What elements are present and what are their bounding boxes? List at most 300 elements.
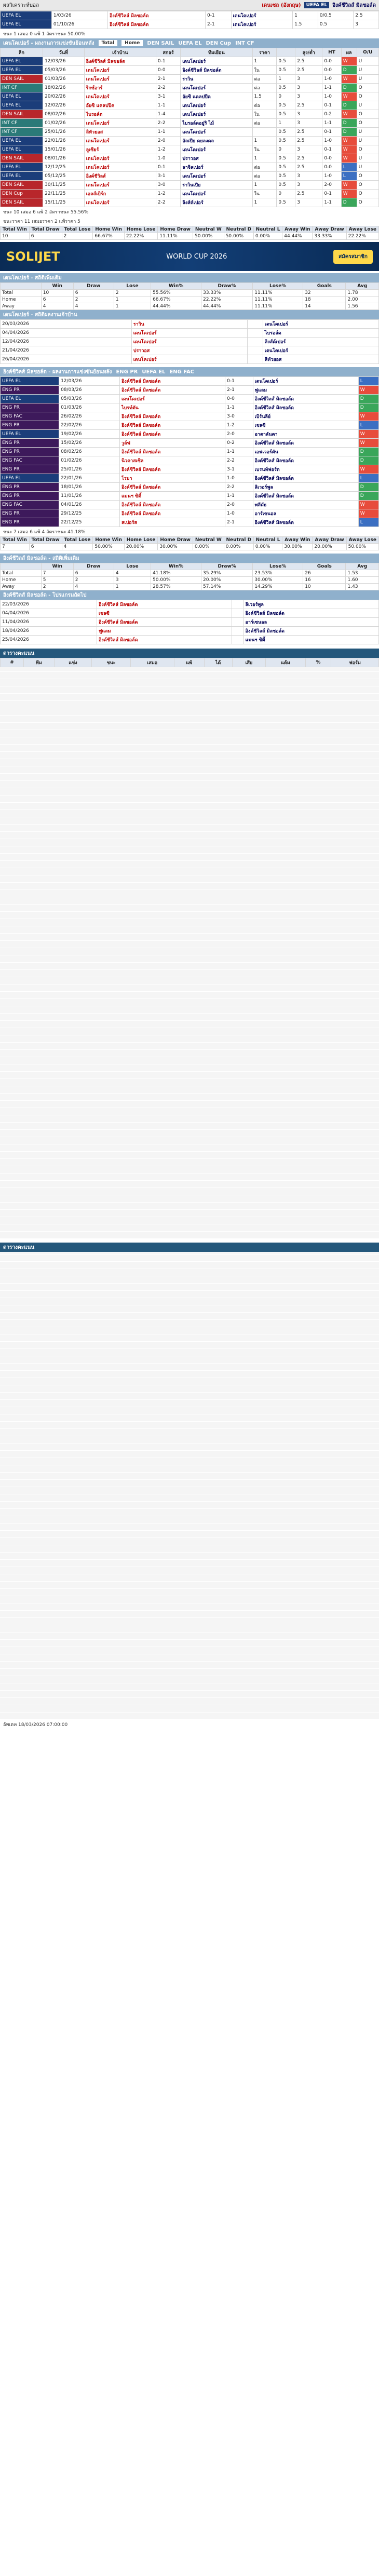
away-cell[interactable]: อิงค์ชีวิลส์ มิลชอล์ด (253, 492, 358, 501)
filter-int-cf[interactable]: INT CF (235, 40, 254, 46)
filter-den-cup[interactable]: DEN Cup (206, 40, 232, 46)
away-cell[interactable]: เดนโคเปอร์ (181, 128, 252, 137)
league-cell[interactable]: ENG FAC (1, 456, 59, 465)
away-cell[interactable]: อาร์เซนอล (253, 509, 358, 518)
handicap-cell: 0.5 (277, 163, 295, 172)
odds-cell: ใน (252, 66, 277, 75)
league-cell[interactable]: ENG PR (1, 509, 59, 518)
result-cell: W (341, 145, 357, 154)
stat-cell: 2 (62, 233, 93, 240)
date-cell: 22/11/25 (43, 190, 85, 198)
table-row (1, 290, 379, 296)
away-cell[interactable]: แมนฯ ซิตี้ (243, 636, 378, 644)
score-cell[interactable]: 1-1 (225, 403, 253, 412)
score-cell[interactable]: 3-0 (156, 181, 180, 190)
stat-cell: 0.00% (253, 544, 282, 550)
league-cell[interactable]: UEFA EL (1, 430, 59, 439)
away-cell[interactable]: เบรนท์ฟอร์ด (253, 465, 358, 474)
stat-cell: 2.00 (346, 296, 379, 303)
away-cell[interactable]: พลีมัธ (253, 501, 358, 509)
home-cell[interactable]: อิงค์ชีวิลส์ มิลชอล์ด (119, 430, 225, 439)
score-cell[interactable]: 1-2 (156, 145, 180, 154)
col-header: Away Lose (346, 537, 378, 544)
league-badge[interactable]: UEFA EL (304, 2, 330, 8)
away-cell[interactable]: อิงค์ชีวิลส์ มิลชอล์ด (243, 627, 378, 636)
score-cell[interactable]: 2-1 (156, 75, 180, 84)
score-cell[interactable]: 0-1 (156, 57, 180, 66)
col-header: # (1, 658, 24, 667)
away-cell[interactable]: ราวินเปีย (181, 181, 252, 190)
score-cell[interactable]: 0-1 (225, 377, 253, 386)
away-cell[interactable]: ลิงส์ค์เปอร์ (181, 198, 252, 207)
table-row (1, 57, 379, 66)
result-cell: W (358, 509, 378, 518)
table-row (1, 570, 379, 577)
home-cell[interactable]: อิงค์ชีวิลส์ มิลชอล์ด (119, 509, 225, 518)
banner-cta-button[interactable]: สมัครสมาชิก (333, 250, 373, 264)
score-cell[interactable]: 2-0 (225, 430, 253, 439)
handicap-cell: 0.5 (277, 181, 295, 190)
score-cell[interactable]: 3-1 (156, 172, 180, 181)
result-cell: W (358, 430, 378, 439)
date-cell: 01/10/26 (51, 20, 107, 29)
league-cell[interactable]: UEFA EL (1, 101, 43, 110)
date-cell: 08/01/26 (43, 154, 85, 163)
home-cell[interactable]: เดนโคเปอร์ (84, 163, 156, 172)
stat-cell: 41.18% (151, 570, 201, 577)
home-cell[interactable]: อิงค์ชีวิลส์ มิลชอล์ด (119, 448, 225, 456)
away-cell[interactable]: ฟูแลม (253, 386, 358, 395)
date-cell: 08/03/26 (59, 386, 120, 395)
table-row (1, 448, 379, 456)
home-cell[interactable]: ริกซ์อาร์ (84, 84, 156, 92)
league-cell[interactable]: UEFA EL (1, 20, 52, 29)
league-cell[interactable]: ENG PR (1, 448, 59, 456)
home-cell[interactable]: แมนฯ ซิตี้ (119, 492, 225, 501)
home-cell[interactable]: อิงค์ชีวิลส์ มิลชอล์ด (119, 377, 225, 386)
score-cell[interactable]: 1-1 (156, 101, 180, 110)
score-cell[interactable]: 2-1 (225, 518, 253, 527)
ad-banner[interactable] (0, 242, 379, 271)
home-cell[interactable]: เชลซี (97, 609, 232, 618)
col-header: แพ้ (174, 658, 204, 667)
score-cell[interactable]: 2-0 (225, 501, 253, 509)
col-header: Home Draw (158, 226, 193, 233)
away-cell[interactable]: เชลซี (253, 421, 358, 430)
away-cell[interactable]: อิงค์ชีวิลส์ มิลชอล์ด (253, 439, 358, 448)
away-cell[interactable]: อิงค์ชีวิลส์ มิลชอล์ด (253, 456, 358, 465)
table-row (1, 584, 379, 590)
score-cell[interactable]: 0-0 (225, 395, 253, 403)
col-header: Away Draw (313, 537, 346, 544)
stat-cell: 30.00% (158, 544, 193, 550)
league-cell[interactable]: ENG PR (1, 403, 59, 412)
league-cell[interactable]: INT CF (1, 119, 43, 128)
score-cell[interactable]: 3-1 (225, 465, 253, 474)
league-cell[interactable]: UEFA EL (1, 395, 59, 403)
league-cell[interactable]: ENG PR (1, 386, 59, 395)
home-cell[interactable]: อิงค์ชีวิลส์ มิลชอล์ด (97, 636, 232, 644)
col-header: Total Lose (62, 226, 93, 233)
home-cell[interactable]: เดนโคเปอร์ (84, 75, 156, 84)
score-cell[interactable]: 0-2 (225, 439, 253, 448)
date-cell: 22/01/26 (43, 137, 85, 145)
stat-cell: 1.60 (346, 577, 379, 584)
table-row (1, 509, 379, 518)
away-team-name[interactable]: อิงค์ชีวิลส์ มิลชอล์ด (332, 2, 376, 8)
result-cell: W (341, 110, 357, 119)
result-cell: D (358, 403, 378, 412)
away-cell[interactable]: อาร์เซนอล (243, 618, 378, 627)
league-cell[interactable]: INT CF (1, 84, 43, 92)
home-cell[interactable]: อิงค์ชีวิลส์ มิลชอล์ด (84, 57, 156, 66)
score-cell[interactable]: 0-1 (156, 163, 180, 172)
score-cell[interactable]: 1-0 (225, 509, 253, 518)
stat-cell: 10 (1, 233, 30, 240)
table-row (1, 190, 379, 198)
result-cell: W (358, 465, 378, 474)
score-cell[interactable]: 1-2 (156, 190, 180, 198)
stat-cell: 11.11% (253, 303, 303, 310)
score-cell[interactable]: 2-1 (225, 386, 253, 395)
stats-line-2: ชนะราคา 11 เสมอราคา 2 แพ้ราคา 5 (3, 219, 80, 224)
top-matches-table (0, 11, 379, 29)
away-cell[interactable]: เบิร์นลีย์ (253, 412, 358, 421)
score-cell[interactable]: 0-1 (206, 11, 232, 20)
home-team-name[interactable]: เดนเซล (อังกฤษ) (262, 2, 301, 8)
away-cell[interactable]: เดนโคเปอร์ (263, 320, 378, 329)
stat-cell: 28.57% (151, 584, 201, 590)
league-cell[interactable]: UEFA EL (1, 66, 43, 75)
date-cell: 04/04/2026 (1, 329, 132, 338)
ht-cell: 0-0 (322, 66, 341, 75)
away-cell[interactable]: ไบรอล์ดอยู่ริ ไม้ (181, 119, 252, 128)
filter-uefa-el[interactable]: UEFA EL (178, 40, 202, 46)
away-cell[interactable]: อิงค์ชีวิลส์ มิลชอล์ด (243, 609, 378, 618)
home-cell[interactable]: อัยซิ แคลปปีค (84, 101, 156, 110)
odds-cell: ต่อ (252, 119, 277, 128)
stat-cell: 50.00% (151, 577, 201, 584)
table-row (1, 465, 379, 474)
col-header: O/U (357, 48, 378, 57)
league-cell[interactable]: DEN Cup (1, 190, 43, 198)
away-cell[interactable]: ไบรอล์ด (263, 329, 378, 338)
totals-table (0, 226, 379, 240)
table-row (1, 577, 379, 584)
home-cell[interactable]: เดนโคเปอร์ (84, 119, 156, 128)
date-cell: 26/02/26 (59, 412, 120, 421)
home-cell[interactable]: ไบรท์ตัน (119, 403, 225, 412)
home-cell[interactable]: สเปอร์ส (119, 518, 225, 527)
ht-cell: 1-1 (322, 198, 341, 207)
ou-cell: 3 (295, 181, 322, 190)
home-cell[interactable]: ไบรอล์ด (84, 110, 156, 119)
table-row (1, 456, 379, 465)
stat-cell: 66.67% (151, 296, 201, 303)
away-cell[interactable]: ลิเวอร์พูล (253, 483, 358, 492)
home-cell[interactable]: ฟูแลม (97, 627, 232, 636)
away-cell[interactable]: ลิทัวยอส (263, 355, 378, 364)
table-row (1, 439, 379, 448)
home-cell[interactable]: อิงค์ชีวิลส์ มิลชอล์ด (108, 11, 206, 20)
date-cell: 05/03/26 (59, 395, 120, 403)
filter-eng-fac[interactable]: ENG FAC (169, 369, 195, 375)
league-cell[interactable]: INT CF (1, 128, 43, 137)
home-cell[interactable]: อิงค์ชีวิลส์ (84, 172, 156, 181)
col-header: Lose% (253, 563, 303, 570)
home-cell[interactable]: อิงค์ชีวิลส์ มิลชอล์ด (119, 421, 225, 430)
league-cell[interactable]: DEN SAIL (1, 110, 43, 119)
away-cell[interactable]: ลิงส์ค์เปอร์ (263, 338, 378, 346)
away-cell[interactable]: เดนโคเปอร์ (231, 20, 293, 29)
league-cell[interactable]: DEN SAIL (1, 154, 43, 163)
stat-cell: 14.29% (253, 584, 303, 590)
league-cell[interactable]: ENG PR (1, 483, 59, 492)
ou-cell: 2.5 (295, 137, 322, 145)
col-header: Home Win (93, 226, 124, 233)
away-cell[interactable]: เดนโคเปอร์ (181, 172, 252, 181)
stat-cell: 20.00% (124, 544, 158, 550)
score-cell[interactable]: 2-2 (156, 198, 180, 207)
home-cell[interactable]: เดนโคเปอร์ (131, 338, 247, 346)
league-cell[interactable]: ENG PR (1, 465, 59, 474)
table-row (1, 329, 379, 338)
ht-cell: 1-0 (322, 137, 341, 145)
handicap-cell: 0 (277, 145, 295, 154)
stat-cell: Home (1, 577, 42, 584)
home-cell[interactable]: อิงค์ชีวิลส์ มิลชอล์ด (119, 386, 225, 395)
score-cell[interactable]: 1-0 (225, 474, 253, 483)
home-cell[interactable]: อิงค์ชีวิลส์ มิลชอล์ด (119, 412, 225, 421)
league-cell[interactable]: UEFA EL (1, 145, 43, 154)
col-header: Draw (73, 283, 114, 290)
ou-cell: 3 (295, 110, 322, 119)
stat-cell: 10 (303, 584, 346, 590)
standings-title: ตารางคะแนน (3, 1244, 35, 1250)
stats-line-1: ชนะ 7 เสมอ 6 แพ้ 4 อัตราชนะ 41.18% (3, 530, 86, 535)
home-cell[interactable]: อิงค์ชีวิลส์ มิลชอล์ด (119, 501, 225, 509)
score-cell[interactable]: 1-1 (225, 448, 253, 456)
filter-den-sail[interactable]: DEN SAIL (147, 40, 174, 46)
league-cell[interactable]: UEFA EL (1, 172, 43, 181)
score-cell[interactable]: 2-2 (225, 483, 253, 492)
stat-cell: 33.33% (201, 290, 253, 296)
score-cell[interactable]: 1-0 (156, 154, 180, 163)
col-header: ได้ (204, 658, 232, 667)
away-cell[interactable]: อิงค์ชีวิลส์ มิลชอล์ด (253, 518, 358, 527)
league-cell[interactable]: ENG PR (1, 421, 59, 430)
date-cell: 11/01/26 (59, 492, 120, 501)
away-cell[interactable]: อัยซิ แคลปปีค (181, 92, 252, 101)
score-cell[interactable]: 2-1 (206, 20, 232, 29)
col-header: Away Win (282, 226, 313, 233)
away-cell[interactable]: ปราวอส (181, 154, 252, 163)
league-cell[interactable]: ENG FAC (1, 412, 59, 421)
score-cell[interactable]: 2-2 (156, 84, 180, 92)
league-cell[interactable]: UEFA EL (1, 377, 59, 386)
home-cell[interactable]: เดนโคเปอร์ (84, 66, 156, 75)
home-cell[interactable]: เดนโคเปอร์ (84, 137, 156, 145)
score-cell[interactable]: 0-0 (156, 66, 180, 75)
vs-cell (247, 338, 263, 346)
col-header: Win% (151, 563, 201, 570)
col-header: Win (41, 563, 73, 570)
score-cell[interactable]: 1-1 (156, 128, 180, 137)
away-cell[interactable]: อิงค์ชีวิลส์ มิลชอล์ด (253, 474, 358, 483)
col-header: Total Draw (29, 226, 62, 233)
away-cell[interactable]: เดนโคเปอร์ (181, 101, 252, 110)
standings-header-2 (0, 1243, 379, 1252)
away-cell[interactable]: ลาจิลเปอร์ (181, 163, 252, 172)
away-cell[interactable]: ลิเวอร์พูล (243, 600, 378, 609)
league-cell[interactable]: ENG PR (1, 439, 59, 448)
score-cell[interactable]: 3-1 (156, 92, 180, 101)
date-cell: 12/03/26 (59, 377, 120, 386)
league-cell[interactable]: UEFA EL (1, 163, 43, 172)
odds-cell: ต่อ (252, 75, 277, 84)
col-header: แต้ม (266, 658, 305, 667)
stat-cell: 14 (303, 303, 346, 310)
stat-cell: 4 (73, 303, 114, 310)
stat-cell: 50.00% (346, 544, 378, 550)
col-header: Total Draw (29, 537, 62, 544)
away-cell[interactable]: เดนโคเปอร์ (181, 110, 252, 119)
score-cell[interactable]: 3-0 (225, 412, 253, 421)
home-cell[interactable]: ลูเซียร์ (84, 145, 156, 154)
ou-cell: 3 (295, 84, 322, 92)
score-cell[interactable]: 2-2 (225, 456, 253, 465)
away-cell[interactable]: อาตาลันตา (253, 430, 358, 439)
odds-cell: ต่อ (252, 163, 277, 172)
score-cell[interactable]: 1-4 (156, 110, 180, 119)
result-cell: W (341, 57, 357, 66)
league-cell[interactable]: ENG PR (1, 492, 59, 501)
league-cell[interactable]: DEN SAIL (1, 75, 43, 84)
away-cell[interactable]: เดนโคเปอร์ (253, 377, 358, 386)
score-cell[interactable]: 2-2 (156, 119, 180, 128)
league-cell[interactable]: UEFA EL (1, 92, 43, 101)
home-cell[interactable]: โรมา (119, 474, 225, 483)
col-header: Away Win (282, 537, 313, 544)
home-cell[interactable]: อิงค์ชีวิลส์ มิลชอล์ด (108, 20, 206, 29)
section-header-den-stats (0, 273, 379, 282)
score-cell[interactable]: 1-1 (225, 492, 253, 501)
home-cell[interactable]: วูล์ฟ (119, 439, 225, 448)
league-cell[interactable]: UEFA EL (1, 137, 43, 145)
date-cell: 04/04/2026 (1, 609, 97, 618)
league-cell[interactable]: UEFA EL (1, 57, 43, 66)
home-cell[interactable]: เดนโคเปอร์ (84, 154, 156, 163)
away-cell[interactable]: ราวิน (181, 75, 252, 84)
away-cell[interactable]: เอฟเวอร์ตัน (253, 448, 358, 456)
home-cell[interactable]: อิงค์ชีวิลส์ มิลชอล์ด (119, 465, 225, 474)
home-cell[interactable]: ปราวอส (131, 346, 247, 355)
tab-total[interactable]: Total (99, 40, 118, 46)
handicap-cell: 0.5 (277, 101, 295, 110)
home-cell[interactable]: เดนโคเปอร์ (119, 395, 225, 403)
away-cell[interactable]: อิงค์ชีวิลส์ มิลชอล์ด (253, 403, 358, 412)
handicap-cell: 1 (277, 119, 295, 128)
standings-filler-2 (0, 1252, 379, 1719)
league-cell[interactable]: ENG FAC (1, 501, 59, 509)
ou-cell: 3 (295, 172, 322, 181)
ht-cell: 0-1 (322, 190, 341, 198)
home-cell[interactable]: เอลส์เบิร์ก (84, 190, 156, 198)
odds-cell: ต่อ (252, 101, 277, 110)
date-cell: 01/02/26 (59, 456, 120, 465)
stat-cell: 20.00% (201, 577, 253, 584)
home-cell[interactable]: นิวคาสเซิล (119, 456, 225, 465)
home-cell[interactable]: ลิทัวยอส (84, 128, 156, 137)
tab-home[interactable]: Home (121, 40, 143, 46)
ht-cell: 0-2 (322, 110, 341, 119)
away-cell[interactable]: อิงค์ชีวิลส์ มิลชอล์ด (253, 395, 358, 403)
home-cell[interactable]: อิงค์ชีวิลส์ มิลชอล์ด (97, 618, 232, 627)
col-header: Lose% (253, 283, 303, 290)
league-cell[interactable]: DEN SAIL (1, 181, 43, 190)
home-cell[interactable]: เดนโคเปอร์ (84, 92, 156, 101)
score-cell[interactable]: 1-2 (225, 421, 253, 430)
league-cell[interactable]: UEFA EL (1, 11, 52, 20)
filter-eng-pr[interactable]: ENG PR (116, 369, 138, 375)
league-cell[interactable]: ENG PR (1, 518, 59, 527)
date-cell: 18/02/26 (43, 84, 85, 92)
league-cell[interactable]: DEN SAIL (1, 198, 43, 207)
away-cell[interactable]: อิงค์ชีวิลส์ มิลชอล์ด (181, 66, 252, 75)
home-cell[interactable]: ราวิน (131, 320, 247, 329)
ou-result-cell: O (357, 110, 378, 119)
away-cell[interactable]: เดนโคเปอร์ (181, 145, 252, 154)
standings-filler (0, 667, 379, 1238)
table-header-row (1, 48, 379, 57)
home-cell[interactable]: เดนโคเปอร์ (84, 181, 156, 190)
stat-cell: 0.00% (193, 544, 224, 550)
home-cell[interactable]: เดนโคเปอร์ (131, 355, 247, 364)
table-row (1, 518, 379, 527)
away-cell[interactable]: เดนโคเปอร์ (181, 57, 252, 66)
score-cell[interactable]: 2-0 (156, 137, 180, 145)
home-cell[interactable]: อิงค์ชีวิลส์ มิลชอล์ด (97, 600, 232, 609)
handicap-cell: 0.5 (277, 128, 295, 137)
home-cell[interactable]: เดนโคเปอร์ (131, 329, 247, 338)
table-row (1, 395, 379, 403)
home-cell[interactable]: อิงค์ชีวิลส์ มิลชอล์ด (119, 483, 225, 492)
vs-cell (232, 609, 243, 618)
away-cell[interactable]: เดนโคเปอร์ (263, 346, 378, 355)
odds-cell: 1 (252, 198, 277, 207)
col-header: Neutral L (253, 537, 282, 544)
filter-uefa-el[interactable]: UEFA EL (142, 369, 166, 375)
result-cell: D (341, 119, 357, 128)
ht-cell: 0-1 (322, 101, 341, 110)
ou-result-cell: O (357, 145, 378, 154)
ou-cell: 3 (295, 145, 322, 154)
stat-cell: 7 (41, 570, 73, 577)
away-cell[interactable]: เดนโคเปอร์ (181, 190, 252, 198)
table-row (1, 66, 379, 75)
away-cell[interactable]: เดนโคเปอร์ (181, 84, 252, 92)
table-row (1, 198, 379, 207)
col-header: Home Lose (124, 226, 158, 233)
home-cell[interactable]: เดนโคเปอร์ (84, 198, 156, 207)
ou-cell: 2.5 (295, 190, 322, 198)
stat-cell: 6 (73, 290, 114, 296)
date-cell: 12/02/26 (43, 101, 85, 110)
away-cell[interactable]: เดนโคเปอร์ (231, 11, 293, 20)
league-cell[interactable]: UEFA EL (1, 474, 59, 483)
ou-result-cell: U (357, 66, 378, 75)
away-cell[interactable]: อัลเปีย คยลงคล (181, 137, 252, 145)
